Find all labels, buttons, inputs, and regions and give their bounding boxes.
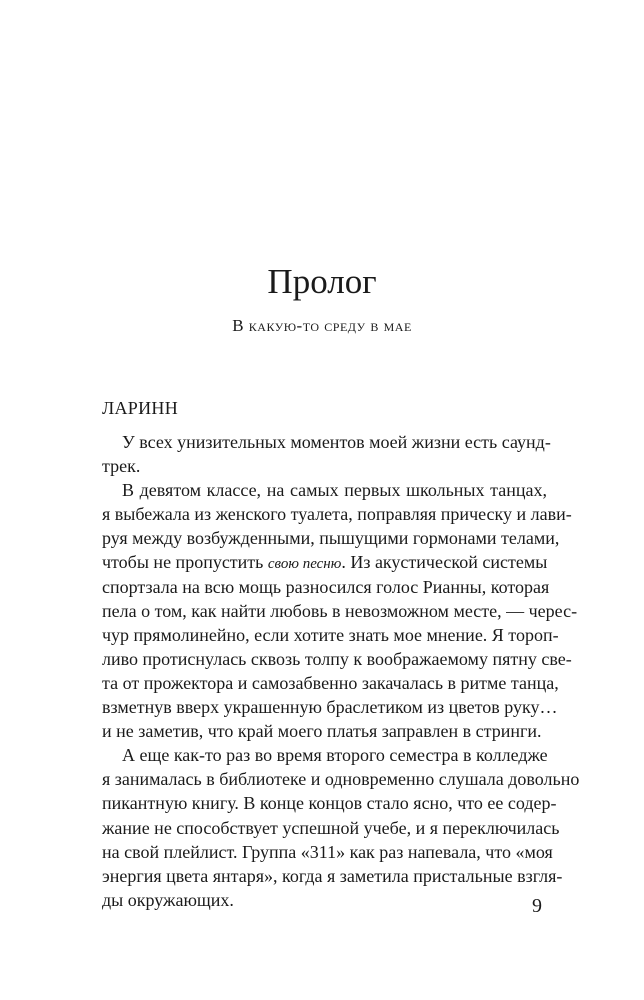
text-line: У всех унизительных моментов моей жизни есть саунд- xyxy=(122,432,551,452)
body-text xyxy=(102,430,580,912)
chapter-subtitle: В какую-то среду в мае xyxy=(232,316,412,335)
text-line: ливо протиснулась сквозь толпу к воображаемому пятну све- xyxy=(102,648,572,669)
text-line: на свой плейлист. Группа «311» как раз напевала, что «моя xyxy=(102,841,553,862)
text-line: трек. xyxy=(102,456,141,477)
text-line: спортзала на всю мощь разносился голос Рианны, которая xyxy=(102,576,550,597)
text-line: В девятом классе, на самых первых школьных танцах, xyxy=(122,480,547,501)
text-line: А еще как-то раз во время второго семестра в колледже xyxy=(122,745,548,766)
text-line: я выбежала из женского туалета, поправляя прическу и лави- xyxy=(102,504,572,525)
narrator-name: ЛАРИНН xyxy=(102,398,179,418)
text-line: я занималась в библиотеке и одновременно слушала довольно xyxy=(102,769,580,790)
text-line: взметнув вверх украшенную браслетиком из цветов руку… xyxy=(102,697,558,718)
text-line: энергия цвета янтаря», когда я заметила пристальные взгля- xyxy=(102,865,563,886)
italic-song-title: свою песню xyxy=(267,556,342,573)
text-line: и не заметив, что край моего платья заправлен в стринги. xyxy=(102,721,542,742)
text-line: чур прямолинейно, если хотите знать мое мнение. Я тороп- xyxy=(102,624,559,645)
chapter-title: Пролог xyxy=(267,262,377,301)
text-line xyxy=(102,550,547,574)
text-line: руя между возбужденными, пышущими гормонами телами, xyxy=(102,528,560,549)
text-line: та от прожектора и самозабвенно закачалась в ритме танца, xyxy=(102,672,559,693)
text-line: пела о том, как найти любовь в невозможном месте, — черес- xyxy=(102,600,578,621)
text-segment: . Из акустической системы xyxy=(341,552,548,573)
text-line: ды окружающих. xyxy=(102,889,234,910)
page-number: 9 xyxy=(532,895,542,917)
text-line: жание не способствует успешной учебе, и я переключилась xyxy=(102,817,560,838)
text-line: пикантную книгу. В конце концов стало ясно, что ее содер- xyxy=(102,793,557,814)
text-segment: чтобы не пропустить xyxy=(102,552,268,573)
